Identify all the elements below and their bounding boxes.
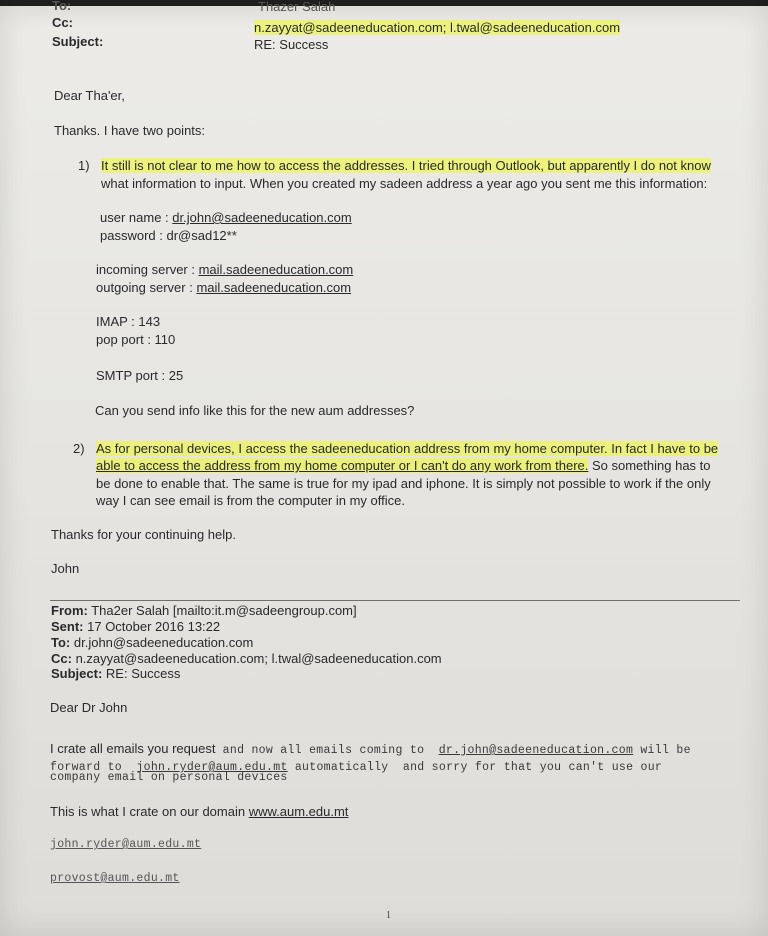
to-label: To: <box>52 0 72 13</box>
quoted-from-label: From: <box>51 603 88 618</box>
quoted-from-value: Tha2er Salah [mailto:it.m@sadeengroup.com] <box>91 603 357 618</box>
incoming-server-value: mail.sadeeneducation.com <box>198 262 354 277</box>
quoted-body1-email: dr.john@sadeeneducation.com <box>438 744 634 757</box>
question-line: Can you send info like this for the new aum addresses? <box>95 403 415 418</box>
domain-link[interactable]: www.aum.edu.mt <box>248 804 349 819</box>
quoted-cc-value: n.zayyat@sadeeneducation.com; l.twal@sadeeneducation.com <box>75 651 442 666</box>
smtp-line: SMTP port : 25 <box>96 368 184 383</box>
user-name-label: user name : <box>100 210 173 225</box>
address-john-ryder[interactable]: john.ryder@aum.edu.mt <box>50 838 202 851</box>
point2-line2-highlight: able to access the address from my home computer or I can't do any work from there. <box>96 458 589 473</box>
point1-line1: It still is not clear to me how to access the addresses. I tried through Outlook, but apparently I do not know <box>101 158 711 173</box>
imap-line: IMAP : 143 <box>96 314 161 329</box>
reply-intro: Thanks. I have two points: <box>54 123 206 138</box>
point2-line3: be done to enable that. The same is true for my ipad and iphone. It is simply not possible to work if the only <box>96 476 711 491</box>
quoted-subject-label: Subject: <box>51 666 103 681</box>
user-name-value: dr.john@sadeeneducation.com <box>172 210 352 225</box>
pop-line: pop port : 110 <box>96 332 176 347</box>
quoted-subject-line <box>51 666 180 681</box>
quoted-body1-start: I crate all emails you request <box>50 741 216 756</box>
page-number: 1 <box>386 910 391 921</box>
password-value: dr@sad12** <box>166 228 237 243</box>
quoted-cc-line <box>51 651 442 666</box>
quoted-sent-value: 17 October 2016 13:22 <box>87 619 221 634</box>
address-provost[interactable]: provost@aum.edu.mt <box>50 872 180 885</box>
separator-rule <box>50 600 740 601</box>
password-line <box>100 228 237 243</box>
point2-line2-rest: So something has to <box>588 458 711 473</box>
quoted-body-line3: company email on personal devices <box>50 771 288 784</box>
reply-greeting: Dear Tha'er, <box>54 88 125 103</box>
quoted-sent-line <box>51 619 220 634</box>
domain-line <box>50 804 348 819</box>
quoted-sent-label: Sent: <box>51 619 84 634</box>
subject-label: Subject: <box>52 34 104 49</box>
quoted-greeting: Dear Dr John <box>50 700 128 715</box>
quoted-body2-email: john.ryder@aum.edu.mt <box>136 761 288 774</box>
point1-number: 1) <box>78 158 90 173</box>
subject-value: RE: Success <box>254 37 329 52</box>
incoming-server-line <box>96 262 353 277</box>
outgoing-server-value: mail.sadeeneducation.com <box>196 280 352 295</box>
quoted-to-value: dr.john@sadeeneducation.com <box>73 635 254 650</box>
quoted-cc-label: Cc: <box>51 651 72 666</box>
password-label: password : <box>100 228 167 243</box>
quoted-to-line <box>51 635 253 650</box>
point2-line2 <box>96 458 711 473</box>
quoted-subject-value: RE: Success <box>105 666 181 681</box>
to-value: Thazer Salah <box>258 0 336 14</box>
user-name-line <box>100 210 352 225</box>
quoted-body2-start: forward to <box>50 761 137 774</box>
quoted-body2-end: automatically and sorry for that you can't use our <box>287 761 663 774</box>
outgoing-server-label: outgoing server : <box>96 280 197 295</box>
cc-value: n.zayyat@sadeeneducation.com; l.twal@sadeeneducation.com <box>254 20 621 35</box>
quoted-body1-mono: and now all emails coming to <box>215 744 439 757</box>
quoted-from-line <box>51 603 357 618</box>
point2-number: 2) <box>73 441 85 456</box>
point1-line2: what information to input. When you created my sadeen address a year ago you sent me this information: <box>101 176 708 191</box>
point2-line1: As for personal devices, I access the sadeeneducation address from my home computer. In fact I have to be <box>96 441 719 456</box>
incoming-server-label: incoming server : <box>96 262 199 277</box>
outgoing-server-line <box>96 280 351 295</box>
quoted-body-line1 <box>50 740 691 758</box>
thanks-line: Thanks for your continuing help. <box>51 527 236 542</box>
cc-label: Cc: <box>52 15 73 30</box>
quoted-body1-end: will be <box>633 744 691 757</box>
signature: John <box>51 561 80 576</box>
point2-line4: way I can see email is from the computer in my office. <box>96 493 405 508</box>
domain-text: This is what I crate on our domain <box>50 804 249 819</box>
quoted-to-label: To: <box>51 635 71 650</box>
